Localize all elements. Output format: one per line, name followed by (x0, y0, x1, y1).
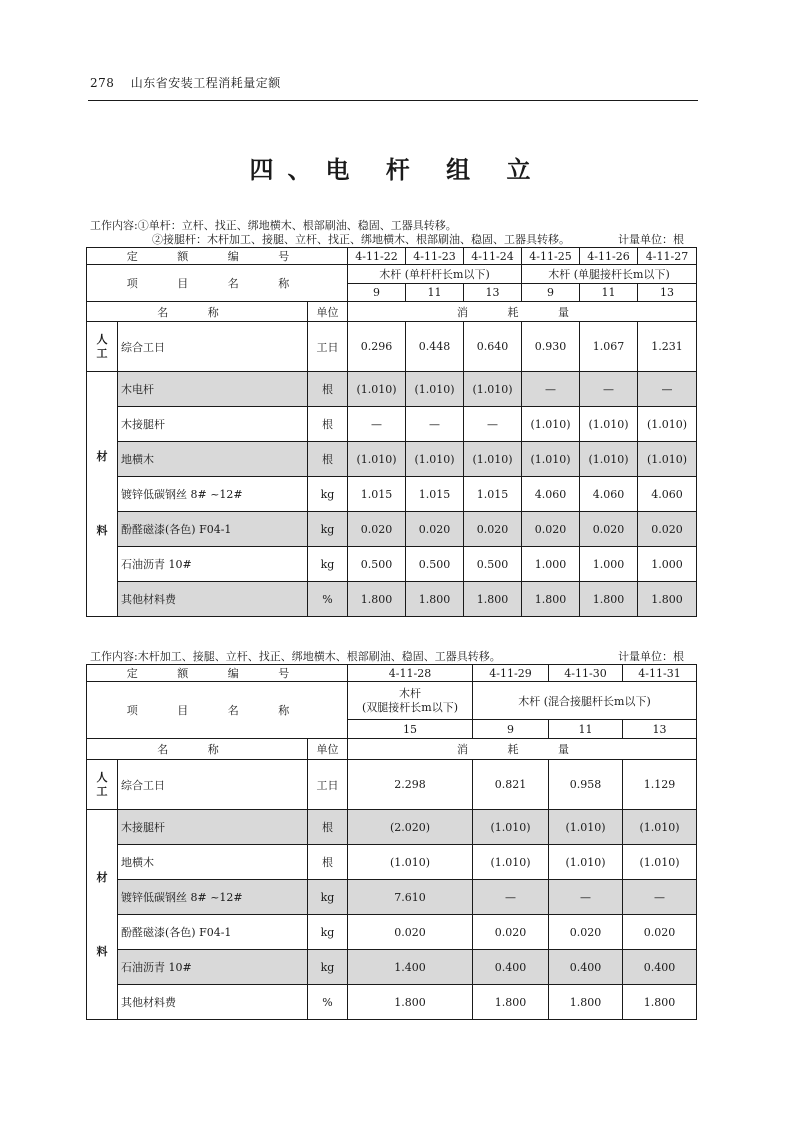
value-cell: (1.010) (348, 372, 406, 407)
row-unit: kg (308, 915, 348, 950)
value-cell: 7.610 (348, 880, 473, 915)
work-label: 工作内容: (90, 650, 138, 663)
value-cell: 1.015 (464, 477, 522, 512)
row-name: 石油沥青 10# (118, 950, 308, 985)
consume-header: 消 耗 量 (348, 302, 697, 322)
row-name: 镀锌低碳钢丝 8# ~12# (118, 880, 308, 915)
quota-table-1 (86, 247, 697, 617)
value-cell: (1.010) (348, 845, 473, 880)
row-name: 综合工日 (118, 760, 308, 810)
value-cell: 1.800 (473, 985, 549, 1020)
value-cell: 0.400 (473, 950, 549, 985)
page-number: 278 (90, 76, 115, 90)
value-cell: (1.010) (580, 407, 638, 442)
material-row (87, 985, 697, 1020)
book-title: 山东省安装工程消耗量定额 (130, 76, 281, 90)
size-cell: 9 (348, 284, 406, 302)
value-cell: 0.020 (473, 915, 549, 950)
row-unit: 工日 (308, 760, 348, 810)
value-cell: 0.020 (580, 512, 638, 547)
size-cell: 15 (348, 720, 473, 739)
material-row (87, 915, 697, 950)
row-name: 综合工日 (118, 322, 308, 372)
unit-header: 单位 (308, 739, 348, 760)
value-cell: (1.010) (473, 845, 549, 880)
value-cell: 1.129 (623, 760, 697, 810)
value-cell: 0.020 (464, 512, 522, 547)
size-cell: 11 (580, 284, 638, 302)
value-cell: (2.020) (348, 810, 473, 845)
column-header-row (87, 302, 697, 322)
item-header: 项 目 名 称 (87, 682, 348, 739)
quota-code: 4-11-25 (522, 248, 580, 265)
value-cell: 0.296 (348, 322, 406, 372)
material-row (87, 950, 697, 985)
group-header-a: 木杆 (双腿接杆长m以下) (348, 682, 473, 720)
value-cell: (1.010) (549, 810, 623, 845)
value-cell: 1.800 (522, 582, 580, 617)
row-unit: 根 (308, 810, 348, 845)
value-cell: — (473, 880, 549, 915)
size-cell: 13 (464, 284, 522, 302)
value-cell: 1.800 (348, 985, 473, 1020)
row-name: 地横木 (118, 845, 308, 880)
value-cell: (1.010) (406, 442, 464, 477)
row-unit: kg (308, 477, 348, 512)
work-label: 工作内容: (90, 219, 138, 232)
page-header (90, 74, 281, 91)
group-header-a: 木杆 (单杆杆长m以下) (348, 265, 522, 284)
material-row (87, 810, 697, 845)
material-row (87, 407, 697, 442)
value-cell: 4.060 (580, 477, 638, 512)
value-cell: — (623, 880, 697, 915)
consume-header: 消 耗 量 (348, 739, 697, 760)
value-cell: — (406, 407, 464, 442)
value-cell: 0.930 (522, 322, 580, 372)
value-cell: (1.010) (638, 407, 697, 442)
size-cell: 9 (522, 284, 580, 302)
value-cell: (1.010) (473, 810, 549, 845)
value-cell: 0.448 (406, 322, 464, 372)
measure-unit: 计量单位：根 (618, 650, 684, 663)
value-cell: — (638, 372, 697, 407)
value-cell: 0.020 (348, 915, 473, 950)
value-cell: (1.010) (522, 442, 580, 477)
size-cell: 11 (549, 720, 623, 739)
value-cell: (1.010) (623, 845, 697, 880)
row-name: 木电杆 (118, 372, 308, 407)
material-row (87, 845, 697, 880)
quota-code: 4-11-26 (580, 248, 638, 265)
value-cell: 1.400 (348, 950, 473, 985)
value-cell: 0.020 (638, 512, 697, 547)
material-row (87, 880, 697, 915)
value-cell: 0.640 (464, 322, 522, 372)
value-cell: (1.010) (623, 810, 697, 845)
value-cell: (1.010) (580, 442, 638, 477)
name-header: 名 称 (87, 739, 308, 760)
value-cell: (1.010) (522, 407, 580, 442)
quota-code: 4-11-23 (406, 248, 464, 265)
row-unit: 根 (308, 372, 348, 407)
value-cell: 4.060 (522, 477, 580, 512)
quota-code: 4-11-24 (464, 248, 522, 265)
labor-category: 人 工 (87, 760, 118, 810)
value-cell: — (522, 372, 580, 407)
value-cell: 0.500 (348, 547, 406, 582)
work-line: ①单杆：立杆、找正、绑地横木、根部刷油、稳固、工器具转移。 (137, 219, 457, 232)
row-name: 木接腿杆 (118, 407, 308, 442)
material-row (87, 547, 697, 582)
code-row (87, 248, 697, 265)
value-cell: (1.010) (406, 372, 464, 407)
value-cell: 1.000 (638, 547, 697, 582)
quota-code: 4-11-30 (549, 665, 623, 682)
labor-category: 人 工 (87, 322, 118, 372)
row-unit: 工日 (308, 322, 348, 372)
code-header: 定 额 编 号 (87, 665, 348, 682)
row-name: 酚醛磁漆(各色) F04-1 (118, 915, 308, 950)
value-cell: 0.500 (464, 547, 522, 582)
size-cell: 9 (473, 720, 549, 739)
value-cell: 0.020 (522, 512, 580, 547)
quota-table-2 (86, 664, 697, 1020)
value-cell: 2.298 (348, 760, 473, 810)
section-title: 四、电 杆 组 立 (249, 155, 545, 184)
work-content-2 (90, 648, 700, 664)
size-cell: 13 (638, 284, 697, 302)
row-unit: 根 (308, 442, 348, 477)
value-cell: 0.020 (348, 512, 406, 547)
value-cell: 1.000 (580, 547, 638, 582)
value-cell: 0.020 (623, 915, 697, 950)
value-cell: 1.800 (348, 582, 406, 617)
row-name: 地横木 (118, 442, 308, 477)
column-header-row (87, 739, 697, 760)
material-row (87, 372, 697, 407)
value-cell: 1.067 (580, 322, 638, 372)
value-cell: 0.958 (549, 760, 623, 810)
row-name: 酚醛磁漆(各色) F04-1 (118, 512, 308, 547)
code-header: 定 额 编 号 (87, 248, 348, 265)
value-cell: 4.060 (638, 477, 697, 512)
size-cell: 13 (623, 720, 697, 739)
value-cell: (1.010) (348, 442, 406, 477)
value-cell: 1.800 (638, 582, 697, 617)
labor-row (87, 322, 697, 372)
value-cell: 0.821 (473, 760, 549, 810)
quota-code: 4-11-31 (623, 665, 697, 682)
value-cell: 1.015 (348, 477, 406, 512)
value-cell: 0.400 (623, 950, 697, 985)
row-unit: kg (308, 950, 348, 985)
value-cell: — (549, 880, 623, 915)
material-row (87, 512, 697, 547)
row-unit: 根 (308, 407, 348, 442)
row-name: 其他材料费 (118, 582, 308, 617)
group-row (87, 265, 697, 284)
row-unit: kg (308, 512, 348, 547)
unit-header: 单位 (308, 302, 348, 322)
value-cell: (1.010) (638, 442, 697, 477)
material-category: 材 料 (87, 372, 118, 617)
value-cell: 1.800 (406, 582, 464, 617)
work-line: ②接腿杆：木杆加工、接腿、立杆、找正、绑地横木、根部刷油、稳固、工器具转移。 (152, 233, 570, 246)
item-header: 项 目 名 称 (87, 265, 348, 302)
material-row (87, 477, 697, 512)
value-cell: — (464, 407, 522, 442)
row-unit: % (308, 985, 348, 1020)
material-row (87, 442, 697, 477)
value-cell: (1.010) (464, 372, 522, 407)
value-cell: 0.400 (549, 950, 623, 985)
row-name: 石油沥青 10# (118, 547, 308, 582)
value-cell: (1.010) (549, 845, 623, 880)
value-cell: (1.010) (464, 442, 522, 477)
work-content-1 (90, 219, 700, 247)
value-cell: 0.020 (406, 512, 464, 547)
value-cell: 1.800 (549, 985, 623, 1020)
labor-row (87, 760, 697, 810)
code-row (87, 665, 697, 682)
row-unit: kg (308, 880, 348, 915)
material-category: 材 料 (87, 810, 118, 1020)
row-unit: kg (308, 547, 348, 582)
row-unit: % (308, 582, 348, 617)
value-cell: 1.800 (623, 985, 697, 1020)
quota-code: 4-11-22 (348, 248, 406, 265)
value-cell: — (580, 372, 638, 407)
quota-code: 4-11-27 (638, 248, 697, 265)
value-cell: 0.020 (549, 915, 623, 950)
group-row (87, 682, 697, 720)
quota-code: 4-11-29 (473, 665, 549, 682)
group-header-b: 木杆 (单腿接杆长m以下) (522, 265, 697, 284)
value-cell: 0.500 (406, 547, 464, 582)
size-cell: 11 (406, 284, 464, 302)
value-cell: 1.231 (638, 322, 697, 372)
row-name: 木接腿杆 (118, 810, 308, 845)
material-row (87, 582, 697, 617)
value-cell: 1.015 (406, 477, 464, 512)
value-cell: 1.800 (464, 582, 522, 617)
row-name: 其他材料费 (118, 985, 308, 1020)
header-divider (88, 100, 698, 101)
row-name: 镀锌低碳钢丝 8# ~12# (118, 477, 308, 512)
name-header: 名 称 (87, 302, 308, 322)
value-cell: 1.000 (522, 547, 580, 582)
row-unit: 根 (308, 845, 348, 880)
group-header-b: 木杆 (混合接腿杆长m以下) (473, 682, 697, 720)
measure-unit: 计量单位：根 (618, 233, 684, 246)
value-cell: — (348, 407, 406, 442)
work-line: 木杆加工、接腿、立杆、找正、绑地横木、根部刷油、稳固、工器具转移。 (137, 650, 501, 663)
quota-code: 4-11-28 (348, 665, 473, 682)
value-cell: 1.800 (580, 582, 638, 617)
